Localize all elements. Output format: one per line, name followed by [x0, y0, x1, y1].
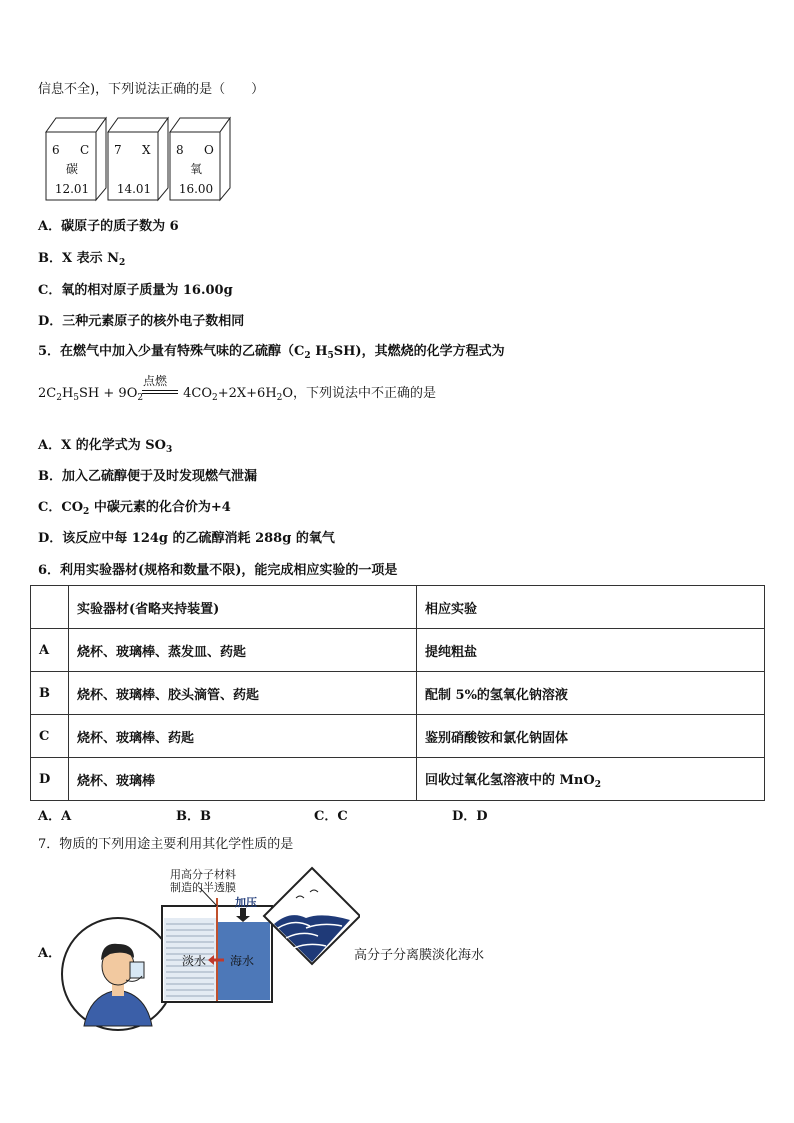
q5-stem: 5．在燃气中加入少量有特殊气味的乙硫醇（$C_2$ $H_5SH$)，其燃烧的化学方程式为 — [38, 344, 505, 361]
q5-option-c: C．$CO_2$ 中碳元素的化合价为+4 — [38, 500, 231, 517]
pressure-label: 加压 — [235, 896, 257, 909]
element-symbol: C — [80, 143, 90, 157]
element-cell-carbon — [44, 116, 108, 202]
desalination-figure — [60, 866, 360, 1046]
q7-option-a-label: A． — [38, 946, 62, 961]
table-cell: 烧杯、玻璃棒、药匙 — [69, 715, 417, 758]
q6-stem: 6．利用实验器材(规格和数量不限)，能完成相应实验的一项是 — [38, 563, 398, 578]
q6-answer-d: D．D — [452, 809, 488, 824]
sea-water-label: 海水 — [230, 954, 255, 968]
element-cell-x — [106, 116, 170, 202]
table-row — [31, 758, 765, 801]
element-cell-oxygen — [168, 116, 232, 202]
table-cell: 烧杯、玻璃棒 — [69, 758, 417, 801]
element-name: 氧 — [189, 162, 202, 176]
periodic-cells — [44, 116, 244, 202]
reaction-condition: 点燃 — [143, 374, 168, 388]
experiment-table — [30, 585, 765, 801]
table-cell: D — [31, 758, 69, 801]
q4-intro: 信息不全)，下列说法正确的是（ ） — [38, 82, 265, 97]
table-row — [31, 715, 765, 758]
table-row — [31, 629, 765, 672]
atomic-mass: 12.01 — [54, 182, 90, 196]
fresh-water-label: 淡水 — [182, 954, 207, 968]
table-cell: 烧杯、玻璃棒、蒸发皿、药匙 — [69, 629, 417, 672]
q6-answer-a: A．A — [38, 809, 72, 824]
table-cell: 相应实验 — [417, 586, 765, 629]
q5-option-d: D．该反应中每 124g 的乙硫醇消耗 288g 的氧气 — [38, 531, 335, 546]
atomic-number: 6 — [52, 143, 60, 157]
membrane-label-2: 制造的半透膜 — [170, 881, 236, 894]
q4-option-d: D．三种元素原子的核外电子数相同 — [38, 314, 245, 329]
table-cell: 实验器材(省略夹持装置) — [69, 586, 417, 629]
q7-option-a-caption: 高分子分离膜淡化海水 — [354, 948, 485, 963]
q4-option-b: B．X 表示 $N_2$ — [38, 251, 126, 268]
table-cell: 提纯粗盐 — [417, 629, 765, 672]
element-symbol: O — [204, 143, 214, 157]
element-symbol: X — [142, 143, 151, 157]
table-cell: B — [31, 672, 69, 715]
table-cell — [31, 586, 69, 629]
atomic-mass: 14.01 — [116, 182, 152, 196]
q6-answer-c: C．C — [314, 809, 348, 824]
atomic-number: 7 — [114, 143, 122, 157]
table-cell: C — [31, 715, 69, 758]
table-cell: 配制 5%的氢氧化钠溶液 — [417, 672, 765, 715]
element-name: 碳 — [65, 162, 78, 176]
table-cell: A — [31, 629, 69, 672]
table-cell: 烧杯、玻璃棒、胶头滴管、药匙 — [69, 672, 417, 715]
q4-option-c: C．氧的相对原子质量为 16.00g — [38, 283, 233, 298]
table-cell: 回收过氧化氢溶液中的 MnO$_2$ — [417, 758, 765, 801]
q5-option-a: A．X 的化学式为 $SO_3$ — [38, 438, 173, 455]
atomic-number: 8 — [176, 143, 184, 157]
q4-option-a: A．碳原子的质子数为 6 — [38, 219, 179, 234]
table-cell: 鉴别硝酸铵和氯化钠固体 — [417, 715, 765, 758]
table-row — [31, 672, 765, 715]
q7-stem: 7．物质的下列用途主要利用其化学性质的是 — [38, 837, 294, 852]
q5-option-b: B．加入乙硫醇便于及时发现燃气泄漏 — [38, 469, 257, 484]
membrane-label-1: 用高分子材料 — [170, 868, 236, 881]
atomic-mass: 16.00 — [178, 182, 214, 196]
q6-answer-b: B．B — [176, 809, 211, 824]
combustion-equation: $2C_2H_5SH + 9O_2$ $4CO_2+2X+6H_2O$，下列说法中不正确的是 — [38, 386, 437, 403]
table-header-row — [31, 586, 765, 629]
